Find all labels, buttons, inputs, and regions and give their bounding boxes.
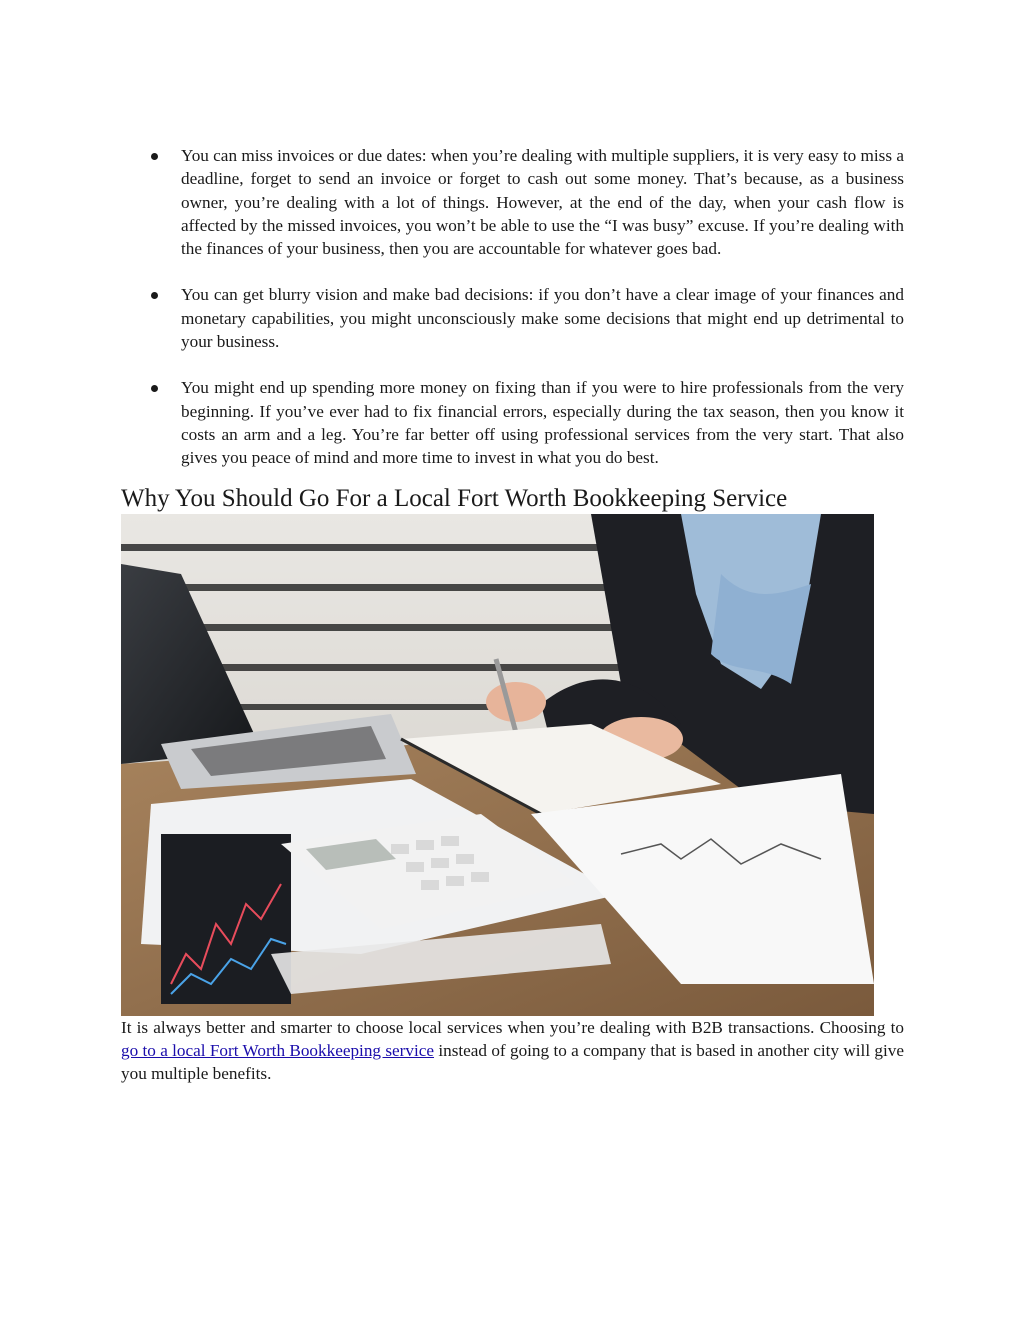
bullet-text: You might end up spending more money on fixing than if you were to hire professionals from the very beginning. If you’ve ever had to fix financial errors, especially during the tax season, then you know it costs an arm and a leg. You’re far better off using professional services from the very start. That also gives you peace of mind and more time to invest in what you do best. <box>181 378 904 468</box>
bullet-dot-icon <box>151 292 158 299</box>
bullet-item <box>121 283 904 353</box>
office-photo <box>121 514 874 1016</box>
bullet-dot-icon <box>151 385 158 392</box>
office-photo-illustration <box>121 514 874 1016</box>
bullet-text: You can get blurry vision and make bad decisions: if you don’t have a clear image of your finances and monetary capabilities, you might unconsciously make some decisions that might end up detrimental to your business. <box>181 285 904 352</box>
fort-worth-bookkeeping-link[interactable]: go to a local Fort Worth Bookkeeping service <box>121 1040 435 1060</box>
section-heading: Why You Should Go For a Local Fort Worth Bookkeeping Service <box>121 484 788 512</box>
bullet-item <box>121 376 904 469</box>
paragraph-text-before-link: It is always better and smarter to choose local services when you’re dealing with B2B transactions. Choosing to <box>121 1017 904 1037</box>
bullet-item <box>121 144 904 260</box>
bullet-list <box>121 144 904 470</box>
document-page <box>121 144 904 1085</box>
bullet-dot-icon <box>151 153 158 160</box>
body-paragraph <box>121 1016 904 1086</box>
bullet-text: You can miss invoices or due dates: when you’re dealing with multiple suppliers, it is very easy to miss a deadline, forget to send an invoice or forget to cash out some money. That’s because, as a business owner, you’re dealing with a lot of things. However, at the end of the day, when your cash flow is affected by the missed invoices, you won’t be able to use the “I was busy” excuse. If you’re dealing with the finances of your business, then you are accountable for whatever goes bad. <box>181 146 904 259</box>
paragraph-text-after-link: instead of going to a company that is based in another city will give you multiple benefits. <box>121 1040 905 1084</box>
